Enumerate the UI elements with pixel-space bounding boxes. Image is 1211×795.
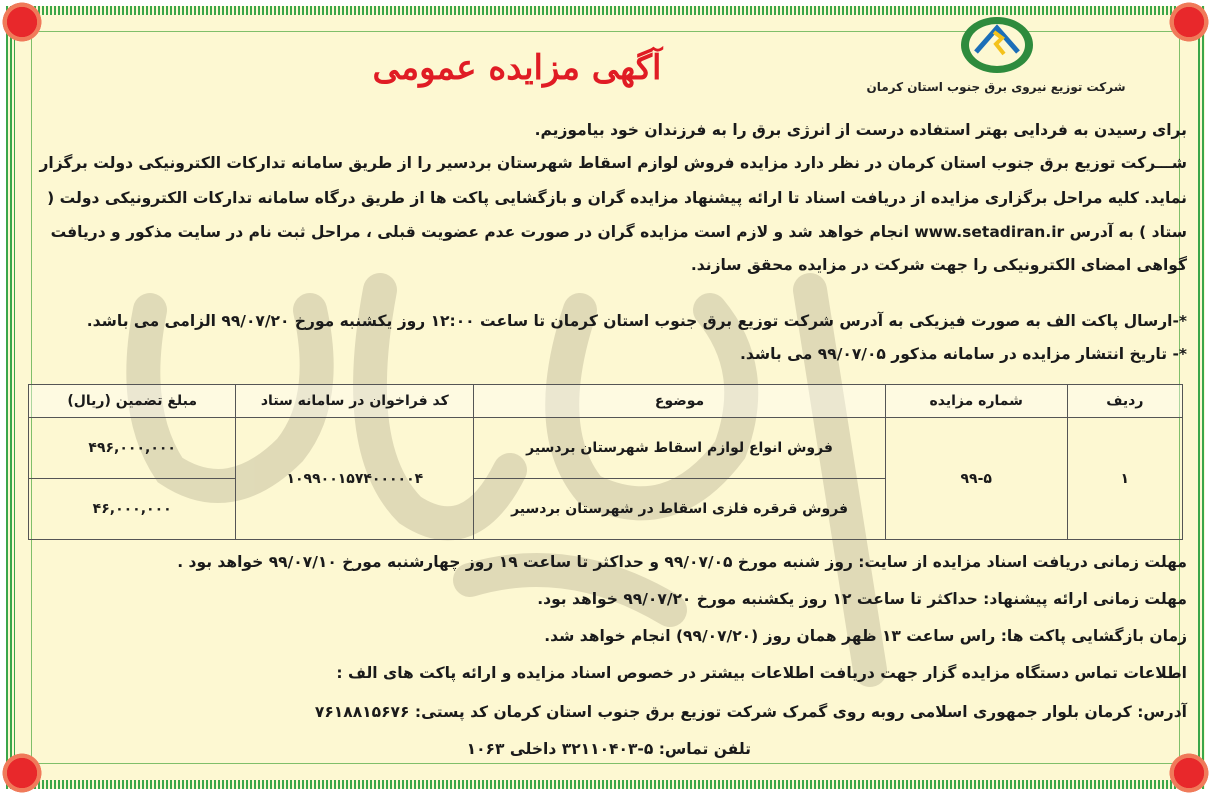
cell-call-code: ۱۰۹۹۰۰۱۵۷۴۰۰۰۰۰۴ — [236, 418, 474, 540]
company-name: شرکت توزیع نیروی برق جنوب استان کرمان — [866, 80, 1126, 94]
table-row — [29, 418, 1183, 479]
page-title: آگهی مزایده عمومی — [372, 48, 662, 88]
address: آدرس: کرمان بلوار جمهوری اسلامی روبه روی گمرک شرکت توزیع برق جنوب استان کرمان کد پستی: ۷۶۱۸۸۱۵۶۷۶ — [314, 703, 1187, 721]
intro-paragraph-line: شـــرکت توزیع برق جنوب استان کرمان در نظر دارد مزایده فروش لوازم اسقاط شهرستان بردسیر را از طریق سامانه تدارکات الکترونیکی دولت برگزار — [39, 154, 1187, 172]
intro-paragraph-line: ستاد ) به آدرس www.setadiran.ir انجام خواهد شد و لازم است مزایده گران در صورت عدم عضویت قبلی ، مراحل ثبت نام در سایت مذکور و دریافت — [50, 223, 1187, 241]
header-row-no: ردیف — [1067, 385, 1182, 418]
corner-ornament — [1167, 751, 1211, 795]
auction-table — [28, 384, 1183, 540]
opening-time: زمان بازگشایی پاکت ها: راس ساعت ۱۳ ظهر همان روز (۹۹/۰۷/۲۰) انجام خواهد شد. — [544, 627, 1187, 645]
cell-subject: فروش قرقره فلزی اسقاط در شهرستان بردسیر — [474, 479, 886, 540]
bullet-note: *-ارسال پاکت الف به صورت فیزیکی به آدرس شرکت توزیع برق جنوب استان کرمان تا ساعت ۱۲:۰۰ روز یکشنبه مورخ ۹۹/۰۷/۲۰ الزامی می باشد. — [86, 312, 1187, 330]
table-header-row — [29, 385, 1183, 418]
power-distribution-logo-icon — [958, 14, 1036, 76]
cell-auction-no: ۹۹-۵ — [885, 418, 1067, 540]
deadline-offer: مهلت زمانی ارائه پیشنهاد: حداکثر تا ساعت ۱۲ روز یکشنبه مورخ ۹۹/۰۷/۲۰ خواهد بود. — [537, 590, 1187, 608]
header-call-code: کد فراخوان در سامانه ستاد — [236, 385, 474, 418]
phone: تلفن تماس: ۵-۳۲۱۱۰۴۰۳ داخلی ۱۰۶۳ — [466, 740, 751, 758]
corner-ornament — [1167, 0, 1211, 44]
header-auction-no: شماره مزایده — [885, 385, 1067, 418]
cell-guarantee: ۴۶,۰۰۰,۰۰۰ — [29, 479, 236, 540]
bullet-note: *- تاریخ انتشار مزایده در سامانه مذکور ۹۹/۰۷/۰۵ می باشد. — [740, 345, 1187, 363]
header-guarantee: مبلغ تضمین (ریال) — [29, 385, 236, 418]
cell-guarantee: ۴۹۶,۰۰۰,۰۰۰ — [29, 418, 236, 479]
contact-info-heading: اطلاعات تماس دستگاه مزایده گزار جهت دریافت اطلاعات بیشتر در خصوص اسناد مزایده و ارائه پاکت های الف : — [336, 664, 1187, 682]
cell-row-no: ۱ — [1067, 418, 1182, 540]
intro-paragraph-line: گواهی امضای الکترونیکی را جهت شرکت در مزایده محقق سازند. — [690, 256, 1187, 274]
intro-paragraph-line: نماید. کلیه مراحل برگزاری مزایده از دریافت اسناد تا ارائه پیشنهاد مزایده گران و بازگشایی پاکت ها از طریق درگاه سامانه تدارکات الکترونیکی دولت ( — [47, 189, 1187, 207]
deadline-docs: مهلت زمانی دریافت اسناد مزایده از سایت: روز شنبه مورخ ۹۹/۰۷/۰۵ و حداکثر تا ساعت ۱۹ روز چهارشنبه مورخ ۹۹/۰۷/۱۰ خواهد بود . — [177, 553, 1187, 571]
slogan-line: برای رسیدن به فردایی بهتر استفاده درست از انرژی برق را به فرزندان خود بیاموزیم. — [534, 121, 1187, 139]
cell-subject: فروش انواع لوازم اسقاط شهرستان بردسیر — [474, 418, 886, 479]
header-subject: موضوع — [474, 385, 886, 418]
corner-ornament — [0, 0, 44, 44]
